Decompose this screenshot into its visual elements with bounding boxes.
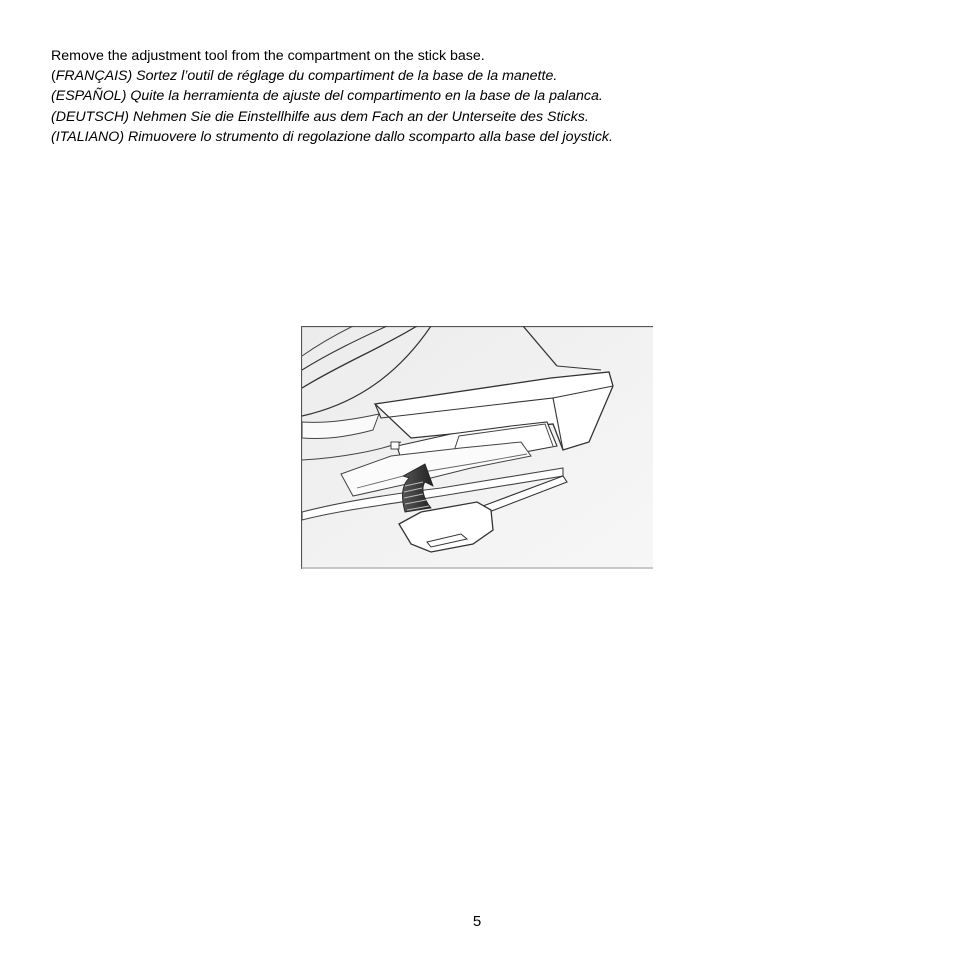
instruction-french-paren: ( <box>51 68 56 85</box>
instruction-block <box>51 46 911 147</box>
compartment-latch <box>391 442 399 449</box>
instruction-spanish: (ESPAÑOL) Quite la herramienta de ajuste del compartimento en la base de la palanca. <box>51 88 603 105</box>
instruction-french-line <box>51 66 911 86</box>
page-number: 5 <box>472 913 482 930</box>
stick-base-illustration <box>301 326 653 569</box>
instruction-italian: (ITALIANO) Rimuovere lo strumento di regolazione dallo scomparto alla base del joystick. <box>51 128 613 145</box>
instruction-german: (DEUTSCH) Nehmen Sie die Einstellhilfe aus dem Fach an der Unterseite des Sticks. <box>51 108 589 125</box>
stick-base-drawing <box>301 326 653 569</box>
instruction-english: Remove the adjustment tool from the compartment on the stick base. <box>51 48 485 64</box>
instruction-french: FRANÇAIS) Sortez l’outil de réglage du compartiment de la base de la manette. <box>55 68 558 85</box>
